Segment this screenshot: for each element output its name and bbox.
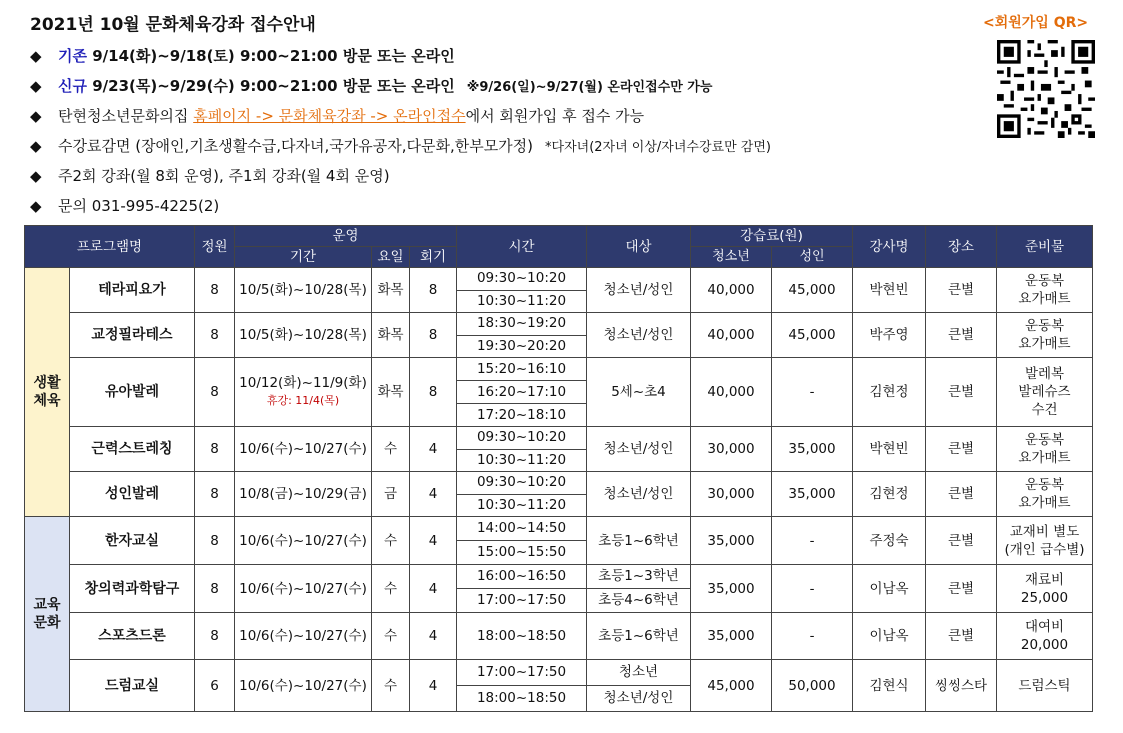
- target-text: 청소년/성인: [603, 690, 674, 706]
- time-slot: 19:30~20:20: [476, 337, 567, 354]
- table-row: [25, 660, 1093, 712]
- day-cell: 화목: [372, 313, 410, 358]
- time-slot: 16:00~16:50: [457, 565, 586, 589]
- fee-youth-cell: 40,000: [691, 313, 772, 358]
- supplies-cell: 운동복 요가매트: [997, 268, 1093, 313]
- period-text: 10/12(화)~11/9(화): [239, 375, 367, 391]
- capacity-cell: 8: [195, 358, 235, 427]
- diamond-bullet-icon: ◆: [30, 197, 42, 215]
- period-cell: [235, 660, 372, 712]
- join-suffix: 에서 회원가입 후 접수 가능: [465, 107, 645, 125]
- day-cell: 수: [372, 660, 410, 712]
- period-text: 10/6(수)~10/27(수): [239, 441, 367, 457]
- target-text: 청소년: [587, 660, 690, 686]
- capacity-cell: 8: [195, 427, 235, 472]
- fee-youth-cell: 30,000: [691, 427, 772, 472]
- fee-adult-cell: -: [772, 565, 853, 613]
- time-cell: [457, 427, 587, 472]
- supplies-cell: 운동복 요가매트: [997, 427, 1093, 472]
- period-cell: [235, 268, 372, 313]
- day-cell: 화목: [372, 268, 410, 313]
- time-slot: 17:00~17:50: [476, 592, 567, 608]
- instructor-cell: 이남옥: [853, 565, 926, 613]
- instructor-cell: 김현식: [853, 660, 926, 712]
- header-place: 장소: [926, 226, 997, 268]
- day-cell: 금: [372, 472, 410, 517]
- day-cell: 수: [372, 427, 410, 472]
- fee-youth-cell: 35,000: [691, 613, 772, 660]
- info-contact: [30, 191, 771, 221]
- header-fee: 강습료(원): [691, 226, 853, 247]
- info-discount: [30, 131, 771, 161]
- time-cell: [457, 268, 587, 313]
- fee-adult-cell: 45,000: [772, 268, 853, 313]
- time-cell: [457, 565, 587, 613]
- target-cell: [587, 660, 691, 712]
- table-row: [25, 268, 1093, 313]
- diamond-bullet-icon: ◆: [30, 167, 42, 185]
- category-label: 생활체육: [33, 375, 61, 409]
- table-row: [25, 358, 1093, 427]
- period-cell: [235, 313, 372, 358]
- place-cell: 큰별: [926, 613, 997, 660]
- time-slot: 09:30~10:20: [457, 268, 586, 291]
- header-sessions: 회기: [410, 247, 457, 268]
- qr-label: <회원가입 QR>: [983, 15, 1089, 31]
- join-prefix: 탄현청소년문화의집: [58, 107, 189, 125]
- discount-text: 수강료감면 (장애인,기초생활수급,다자녀,국가유공자,다문화,한부모가정): [58, 137, 534, 155]
- info-existing: [30, 41, 771, 71]
- place-cell: 큰별: [926, 565, 997, 613]
- program-name: 한자교실: [70, 517, 195, 565]
- fee-adult-cell: 35,000: [772, 472, 853, 517]
- info-schedule: [30, 161, 771, 191]
- time-slot: 18:00~18:50: [476, 628, 567, 644]
- info-join: [30, 101, 771, 131]
- time-cell: [457, 660, 587, 712]
- target-text: 초등4~6학년: [598, 592, 679, 608]
- day-cell: 수: [372, 565, 410, 613]
- target-text: 초등1~6학년: [598, 628, 679, 644]
- header-operation: 운영: [235, 226, 457, 247]
- sessions-cell: 8: [410, 313, 457, 358]
- program-name: 근력스트레칭: [70, 427, 195, 472]
- category-cell: [25, 268, 70, 517]
- place-cell: 큰별: [926, 313, 997, 358]
- period-cell: [235, 613, 372, 660]
- time-cell: [457, 472, 587, 517]
- instructor-cell: 박주영: [853, 313, 926, 358]
- time-cell: [457, 517, 587, 565]
- time-slot: 09:30~10:20: [457, 427, 586, 450]
- time-slot: 10:30~11:20: [476, 292, 567, 309]
- sessions-cell: 8: [410, 358, 457, 427]
- period-text: 10/8(금)~10/29(금): [239, 486, 367, 502]
- fee-adult-cell: 45,000: [772, 313, 853, 358]
- place-cell: 씽씽스타: [926, 660, 997, 712]
- program-name: 스포츠드론: [70, 613, 195, 660]
- time-slot: 15:00~15:50: [476, 544, 567, 560]
- sessions-cell: 8: [410, 268, 457, 313]
- sessions-cell: 4: [410, 427, 457, 472]
- page-title: 2021년 10월 문화체육강좌 접수안내: [30, 15, 316, 35]
- period-cell: [235, 427, 372, 472]
- sessions-cell: 4: [410, 517, 457, 565]
- target-text: 초등1~3학년: [587, 565, 690, 589]
- contact-text: 문의 031-995-4225(2): [58, 197, 220, 215]
- fee-youth-cell: 40,000: [691, 268, 772, 313]
- new-text: 9/23(목)~9/29(수) 9:00~21:00 방문 또는 온라인: [92, 77, 455, 95]
- time-slot: 18:30~19:20: [457, 313, 586, 336]
- table-row: [25, 472, 1093, 517]
- table-row: [25, 313, 1093, 358]
- supplies-cell: 드럼스틱: [997, 660, 1093, 712]
- period-text: 10/6(수)~10/27(수): [239, 628, 367, 644]
- day-cell: 수: [372, 613, 410, 660]
- header-supplies: 준비물: [997, 226, 1093, 268]
- fee-adult-cell: 50,000: [772, 660, 853, 712]
- online-signup-link[interactable]: 홈페이지 -> 문화체육강좌 -> 온라인접수: [193, 107, 466, 125]
- header-program: 프로그램명: [25, 226, 195, 268]
- target-cell: [587, 313, 691, 358]
- time-slot: 15:20~16:10: [457, 358, 586, 381]
- capacity-cell: 8: [195, 613, 235, 660]
- category-cell: [25, 517, 70, 712]
- time-slot: 18:00~18:50: [476, 690, 567, 706]
- holiday-note: 휴강: 11/4(목): [266, 394, 340, 407]
- fee-adult-cell: -: [772, 517, 853, 565]
- target-text: 5세~초4: [611, 384, 666, 400]
- table-row: [25, 613, 1093, 660]
- new-label: 신규: [58, 77, 87, 95]
- header-day: 요일: [372, 247, 410, 268]
- place-cell: 큰별: [926, 427, 997, 472]
- supplies-cell: 교재비 별도 (개인 급수별): [997, 517, 1093, 565]
- header-fee-adult: 성인: [772, 247, 853, 268]
- target-text: 청소년/성인: [603, 327, 674, 343]
- time-slot: 17:00~17:50: [457, 660, 586, 686]
- header-capacity: 정원: [195, 226, 235, 268]
- fee-adult-cell: -: [772, 613, 853, 660]
- instructor-cell: 주정숙: [853, 517, 926, 565]
- fee-adult-cell: -: [772, 358, 853, 427]
- diamond-bullet-icon: ◆: [30, 77, 42, 95]
- period-text: 10/6(수)~10/27(수): [239, 677, 367, 694]
- place-cell: 큰별: [926, 517, 997, 565]
- header-period: 기간: [235, 247, 372, 268]
- day-cell: 수: [372, 517, 410, 565]
- header-instructor: 강사명: [853, 226, 926, 268]
- supplies-cell: 재료비 25,000: [997, 565, 1093, 613]
- period-cell: [235, 565, 372, 613]
- target-cell: [587, 565, 691, 613]
- capacity-cell: 8: [195, 313, 235, 358]
- period-text: 10/5(화)~10/28(목): [239, 327, 367, 343]
- time-slot: 17:20~18:10: [476, 407, 567, 423]
- program-name: 성인발레: [70, 472, 195, 517]
- target-cell: [587, 358, 691, 427]
- time-slot: 10:30~11:20: [476, 496, 567, 513]
- period-text: 10/5(화)~10/28(목): [239, 282, 367, 298]
- capacity-cell: 8: [195, 517, 235, 565]
- period-cell: [235, 472, 372, 517]
- program-name: 드럼교실: [70, 660, 195, 712]
- fee-youth-cell: 35,000: [691, 565, 772, 613]
- sessions-cell: 4: [410, 472, 457, 517]
- place-cell: 큰별: [926, 472, 997, 517]
- place-cell: 큰별: [926, 268, 997, 313]
- fee-adult-cell: 35,000: [772, 427, 853, 472]
- supplies-cell: 운동복 요가매트: [997, 472, 1093, 517]
- program-name: 교정필라테스: [70, 313, 195, 358]
- supplies-cell: 발레복 발레슈즈 수건: [997, 358, 1093, 427]
- capacity-cell: 8: [195, 565, 235, 613]
- instructor-cell: 이남옥: [853, 613, 926, 660]
- time-slot: 16:20~17:10: [457, 381, 586, 404]
- period-text: 10/6(수)~10/27(수): [239, 532, 367, 549]
- existing-text: 9/14(화)~9/18(토) 9:00~21:00 방문 또는 온라인: [92, 47, 455, 65]
- capacity-cell: 8: [195, 268, 235, 313]
- target-text: 청소년/성인: [603, 282, 674, 298]
- capacity-cell: 8: [195, 472, 235, 517]
- sessions-cell: 4: [410, 565, 457, 613]
- new-note: ※9/26(일)~9/27(월) 온라인접수만 가능: [466, 80, 713, 95]
- target-text: 청소년/성인: [603, 441, 674, 457]
- program-name: 창의력과학탐구: [70, 565, 195, 613]
- table-row: [25, 565, 1093, 613]
- place-cell: 큰별: [926, 358, 997, 427]
- target-cell: [587, 268, 691, 313]
- capacity-cell: 6: [195, 660, 235, 712]
- table-row: [25, 517, 1093, 565]
- sessions-cell: 4: [410, 660, 457, 712]
- info-new: [30, 71, 771, 101]
- instructor-cell: 김현정: [853, 358, 926, 427]
- supplies-cell: 대여비 20,000: [997, 613, 1093, 660]
- time-cell: [457, 358, 587, 427]
- supplies-cell: 운동복 요가매트: [997, 313, 1093, 358]
- instructor-cell: 박현빈: [853, 427, 926, 472]
- existing-label: 기존: [58, 47, 87, 65]
- header-target: 대상: [587, 226, 691, 268]
- diamond-bullet-icon: ◆: [30, 137, 42, 155]
- qr-code-icon[interactable]: [997, 40, 1095, 138]
- fee-youth-cell: 35,000: [691, 517, 772, 565]
- period-text: 10/6(수)~10/27(수): [239, 580, 367, 597]
- time-slot: 09:30~10:20: [457, 472, 586, 495]
- target-cell: [587, 427, 691, 472]
- program-name: 유아발레: [70, 358, 195, 427]
- target-cell: [587, 613, 691, 660]
- schedule-text: 주2회 강좌(월 8회 운영), 주1회 강좌(월 4회 운영): [58, 167, 390, 185]
- info-list: [30, 41, 771, 221]
- diamond-bullet-icon: ◆: [30, 107, 42, 125]
- fee-youth-cell: 45,000: [691, 660, 772, 712]
- fee-youth-cell: 40,000: [691, 358, 772, 427]
- target-cell: [587, 517, 691, 565]
- discount-note: *다자녀(2자녀 이상/자녀수강료만 감면): [545, 140, 771, 155]
- time-slot: 14:00~14:50: [457, 517, 586, 541]
- target-text: 초등1~6학년: [598, 532, 679, 549]
- period-cell: [235, 517, 372, 565]
- day-cell: 화목: [372, 358, 410, 427]
- sessions-cell: 4: [410, 613, 457, 660]
- instructor-cell: 박현빈: [853, 268, 926, 313]
- table-row: [25, 427, 1093, 472]
- time-cell: [457, 613, 587, 660]
- program-name: 테라피요가: [70, 268, 195, 313]
- category-label: 교육문화: [33, 597, 61, 631]
- header-fee-youth: 청소년: [691, 247, 772, 268]
- time-slot: 10:30~11:20: [476, 451, 567, 468]
- header-time: 시간: [457, 226, 587, 268]
- instructor-cell: 김현정: [853, 472, 926, 517]
- time-cell: [457, 313, 587, 358]
- target-text: 청소년/성인: [603, 486, 674, 502]
- period-cell: [235, 358, 372, 427]
- diamond-bullet-icon: ◆: [30, 47, 42, 65]
- target-cell: [587, 472, 691, 517]
- program-table: [24, 225, 1093, 712]
- fee-youth-cell: 30,000: [691, 472, 772, 517]
